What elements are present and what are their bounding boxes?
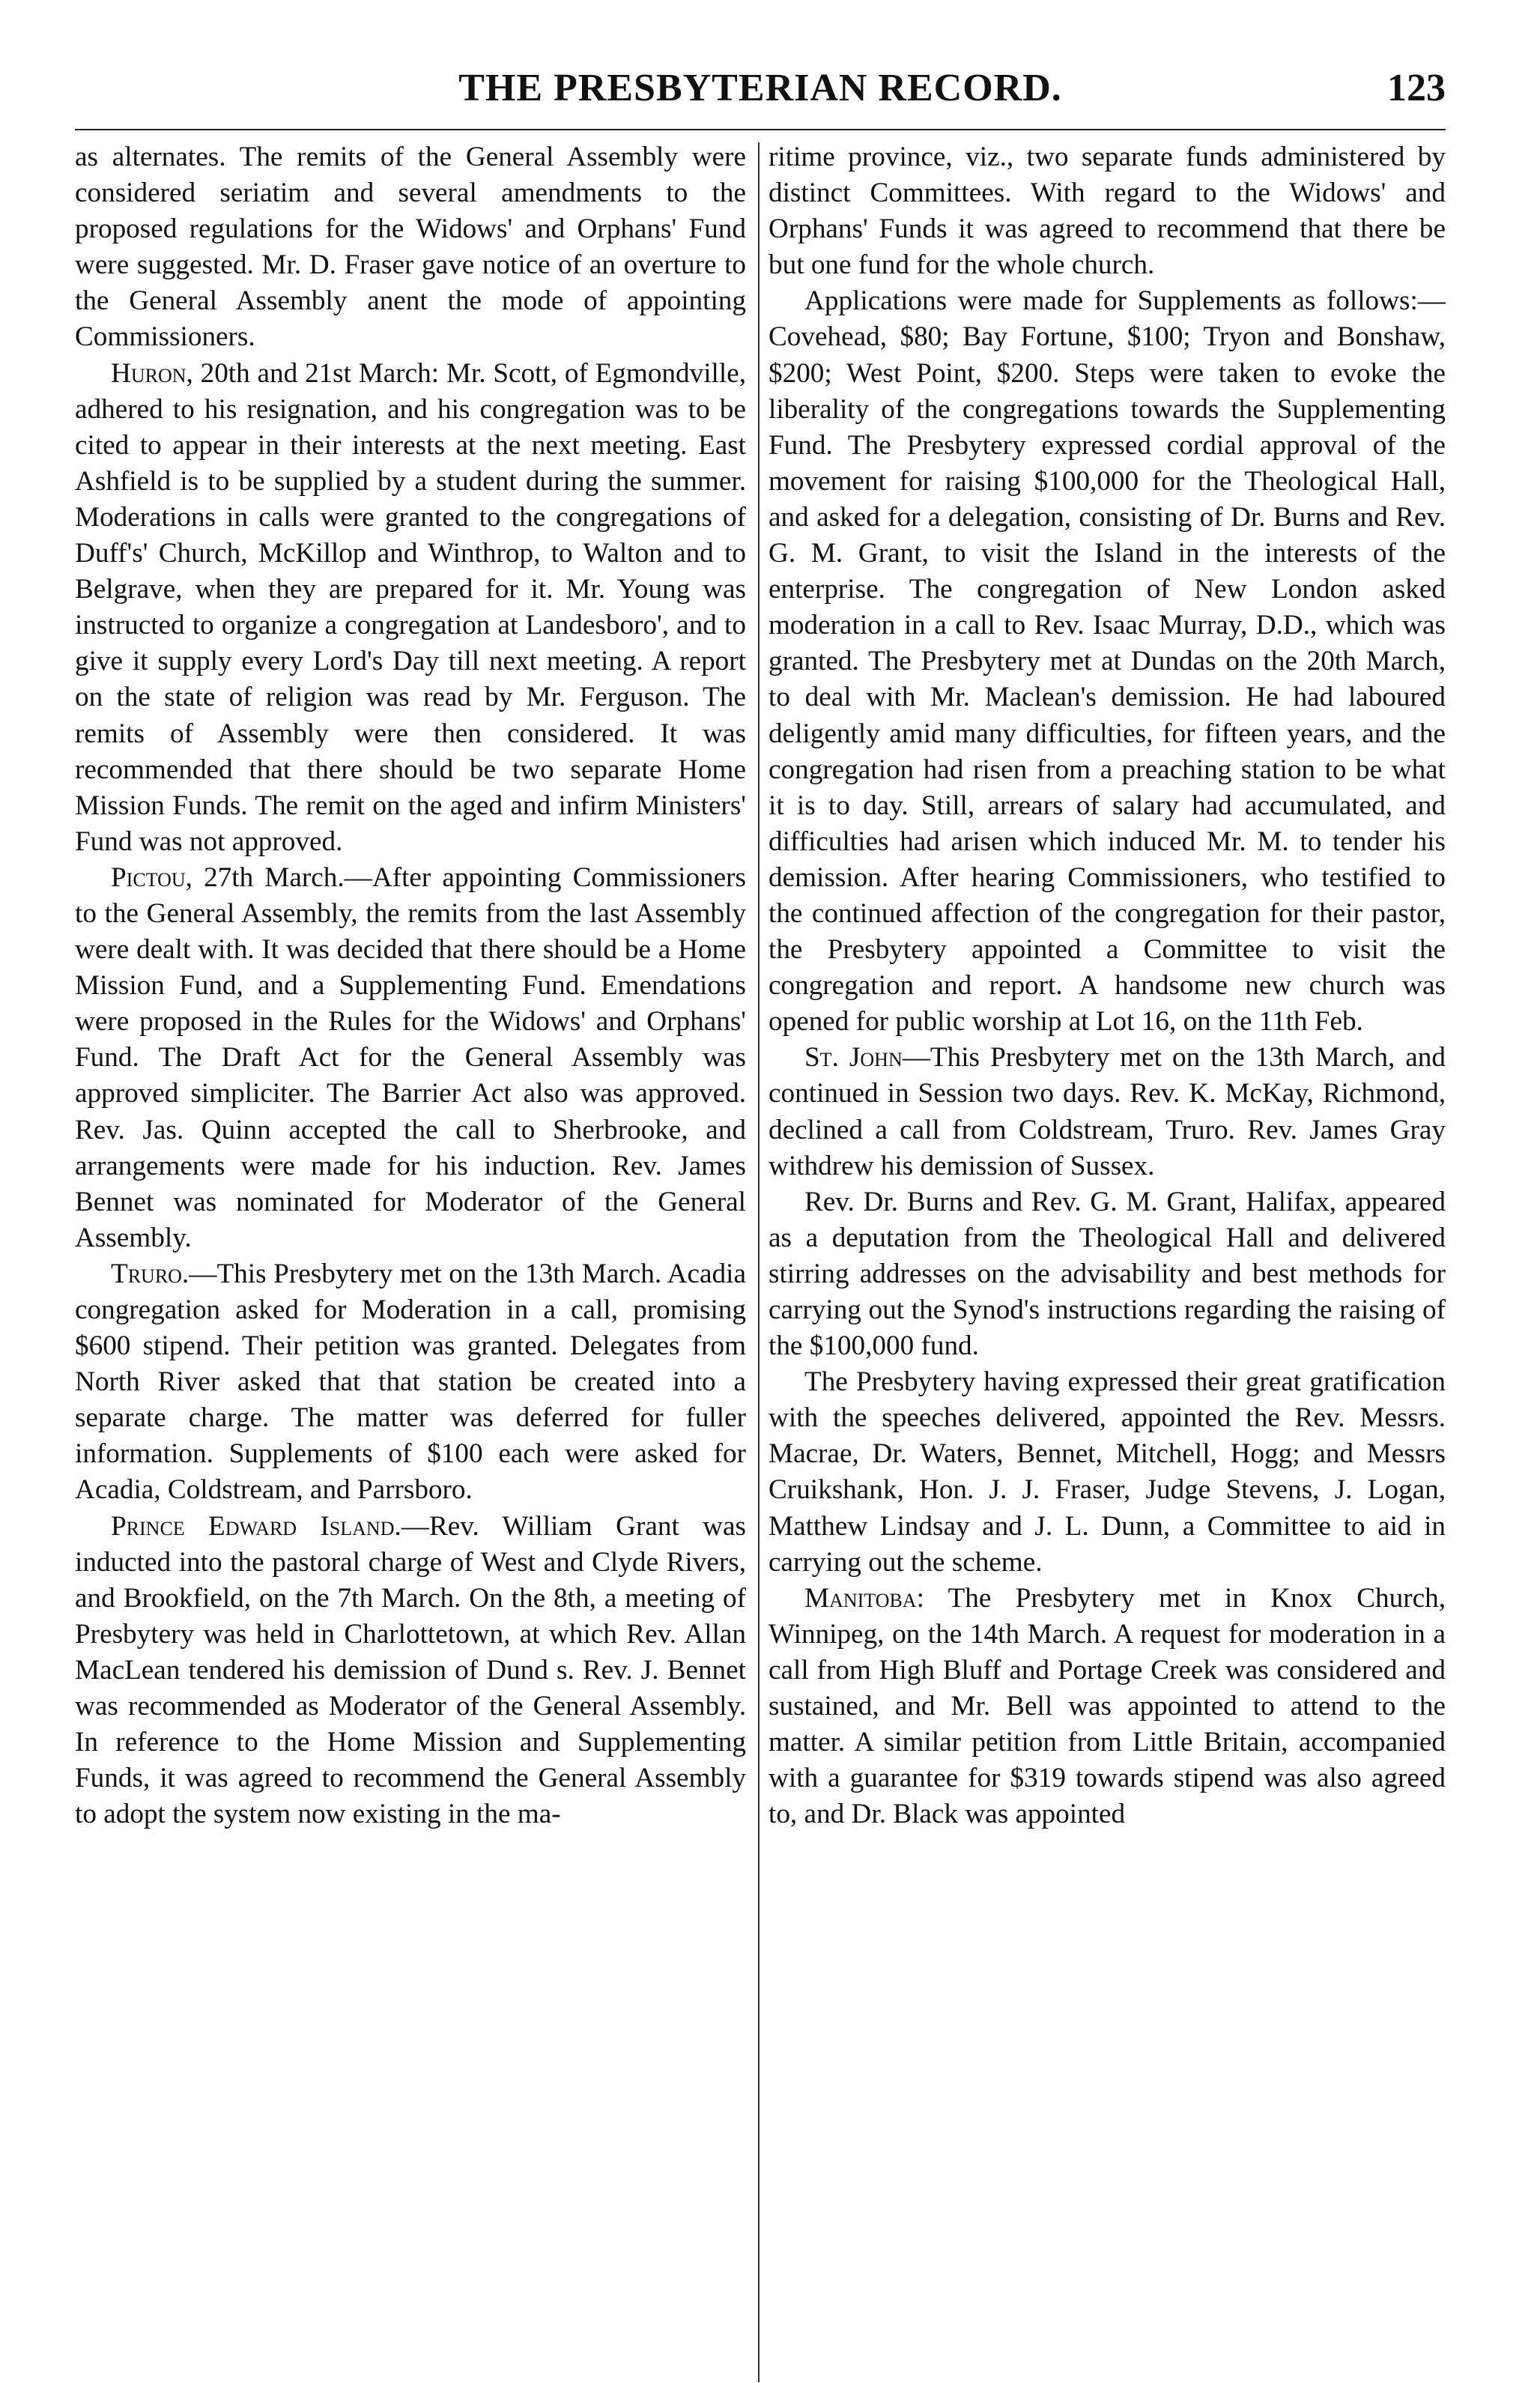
presbytery-name: Huron,	[111, 357, 193, 389]
presbytery-name: Manitoba:	[804, 1582, 924, 1614]
column-divider	[758, 142, 760, 2382]
header-rule	[75, 129, 1446, 130]
paragraph-body: Rev. Dr. Burns and Rev. G. M. Grant, Halifax, appeared as a deputation from the Theological Hall and delivered stirring addresses on the advisability and best methods for carrying out the Synod's instructions regarding the raising of the $100,000 fund.	[769, 1186, 1446, 1362]
right-column	[769, 139, 1446, 1832]
paragraph-pictou	[75, 860, 746, 1256]
left-column	[75, 139, 746, 1832]
paragraph	[75, 139, 746, 356]
paragraph	[769, 139, 1446, 283]
paragraph-body: —This Presbytery met on the 13th March. Acadia congregation asked for Moderation in a call, promising $600 stipend. Their petition was granted. Delegates from North River asked that that station be created into a separate charge. The matter was deferred for fuller information. Supplements of $100 each were asked for Acadia, Coldstream, and Parrsboro.	[75, 1258, 746, 1506]
paragraph-body: —Rev. William Grant was inducted into the pastoral charge of West and Clyde Rivers, and Brookfield, on the 7th March. On the 8th, a meeting of Presbytery was held in Charlottetown, at which Rev. Allan MacLean tendered his demission of Dund s. Rev. J. Bennet was recommended as Moderator of the General Assembly. In reference to the Home Mission and Supplementing Funds, it was agreed to recommend the General Assembly to adopt the system now existing in the ma-	[75, 1510, 747, 1830]
paragraph-body: 27th March.—After appointing Commissioners to the General Assembly, the remits from the last Assembly were dealt with. It was decided that there should be a Home Mission Fund, and a Supplementing Fund. Emendations were proposed in the Rules for the Widows' and Orphans' Fund. The Draft Act for the General Assembly was approved simpliciter. The Barrier Act also was approved. Rev. Jas. Quinn accepted the call to Sherbrooke, and arrangements were made for his induction. Rev. James Bennet was nominated for Moderator of the General Assembly.	[75, 862, 746, 1253]
paragraph-body: 20th and 21st March: Mr. Scott, of Egmondville, adhered to his resignation, and his congregation was to be cited to appear in their interests at the next meeting. East Ashfield is to be supplied by a student during the summer. Moderations in calls were granted to the congregations of Duff's' Church, McKillop and Winthrop, to Walton and to Belgrave, when they are prepared for it. Mr. Young was instructed to organize a congregation at Landesboro', and to give it supply every Lord's Day till next meeting. A report on the state of religion was read by Mr. Ferguson. The remits of Assembly were then considered. It was recommended that there should be two separate Home Mission Funds. The remit on the aged and infirm Ministers' Fund was not approved.	[75, 357, 747, 857]
paragraph-st-john	[769, 1040, 1446, 1184]
paragraph-huron	[75, 356, 746, 860]
page-number: 123	[1387, 67, 1446, 109]
paragraph-body: —This Presbytery met on the 13th March, and continued in Session two days. Rev. K. McKay, Richmond, declined a call from Coldstream, Truro. Rev. James Gray withdrew his demission of Sussex.	[769, 1042, 1446, 1181]
presbytery-name: Truro.	[111, 1258, 190, 1289]
presbytery-name: St. John	[804, 1042, 903, 1074]
paragraph-truro	[75, 1256, 746, 1509]
presbytery-name: Pictou,	[111, 862, 192, 893]
paragraph-body: ritime province, viz., two separate funds administered by distinct Committees. With regard to the Widows' and Orphans' Funds it was agreed to recommend that there be but one fund for the whole church.	[769, 142, 1446, 281]
paragraph-applications	[769, 283, 1446, 1040]
paragraph-body: Applications were made for Supplements as follows:—Covehead, $80; Bay Fortune, $100; Tryon and Bonshaw, $200; West Point, $200. Steps were taken to evoke the liberality of the congregations towards the Supplementing Fund. The Presbytery expressed cordial approval of the movement for raising $100,000 for the Theological Hall, and asked for a delegation, consisting of Dr. Burns and Rev. G. M. Grant, to visit the Island in the interests of the enterprise. The congregation of New London asked moderation in a call to Rev. Isaac Murray, D.D., which was granted. The Presbytery met at Dundas on the 20th March, to deal with Mr. Maclean's demission. He had laboured deligently amid many difficulties, for fifteen years, and the congregation had risen from a preaching station to be what it is to day. Still, arrears of salary had accumulated, and difficulties had arisen which induced Mr. M. to tender his demission. After hearing Commissioners, who testified to the continued affection of the congregation for their pastor, the Presbytery appointed a Committee to visit the congregation and report. A handsome new church was opened for public worship at Lot 16, on the 11th Feb.	[769, 285, 1446, 1038]
paragraph-pei	[75, 1509, 746, 1833]
running-title: THE PRESBYTERIAN RECORD.	[458, 67, 1062, 109]
paragraph-body: as alternates. The remits of the General Assembly were considered seriatim and several amendments to the proposed regulations for the Widows' and Orphans' Fund were suggested. Mr. D. Fraser gave notice of an overture to the General Assembly anent the mode of appointing Commissioners.	[75, 142, 746, 353]
presbytery-name: Prince Edward Island.	[111, 1510, 401, 1542]
paragraph-manitoba	[769, 1581, 1446, 1833]
paragraph-committee	[769, 1364, 1446, 1581]
paragraph-body: The Presbytery having expressed their great gratification with the speeches delivered, appointed the Rev. Messrs. Macrae, Dr. Waters, Bennet, Mitchell, Hogg; and Messrs Cruikshank, Hon. J. J. Fraser, Judge Stevens, J. Logan, Matthew Lindsay and J. L. Dunn, a Committee to aid in carrying out the scheme.	[769, 1366, 1446, 1578]
page-header	[75, 66, 1446, 133]
paragraph-body: The Presbytery met in Knox Church, Winnipeg, on the 14th March. A request for moderation in a call from High Bluff and Portage Creek was considered and sustained, and Mr. Bell was appointed to attend to the matter. A similar petition from Little Britain, accompanied with a guarantee for $319 towards stipend was also agreed to, and Dr. Black was appointed	[769, 1582, 1446, 1830]
paragraph-deputation	[769, 1184, 1446, 1364]
